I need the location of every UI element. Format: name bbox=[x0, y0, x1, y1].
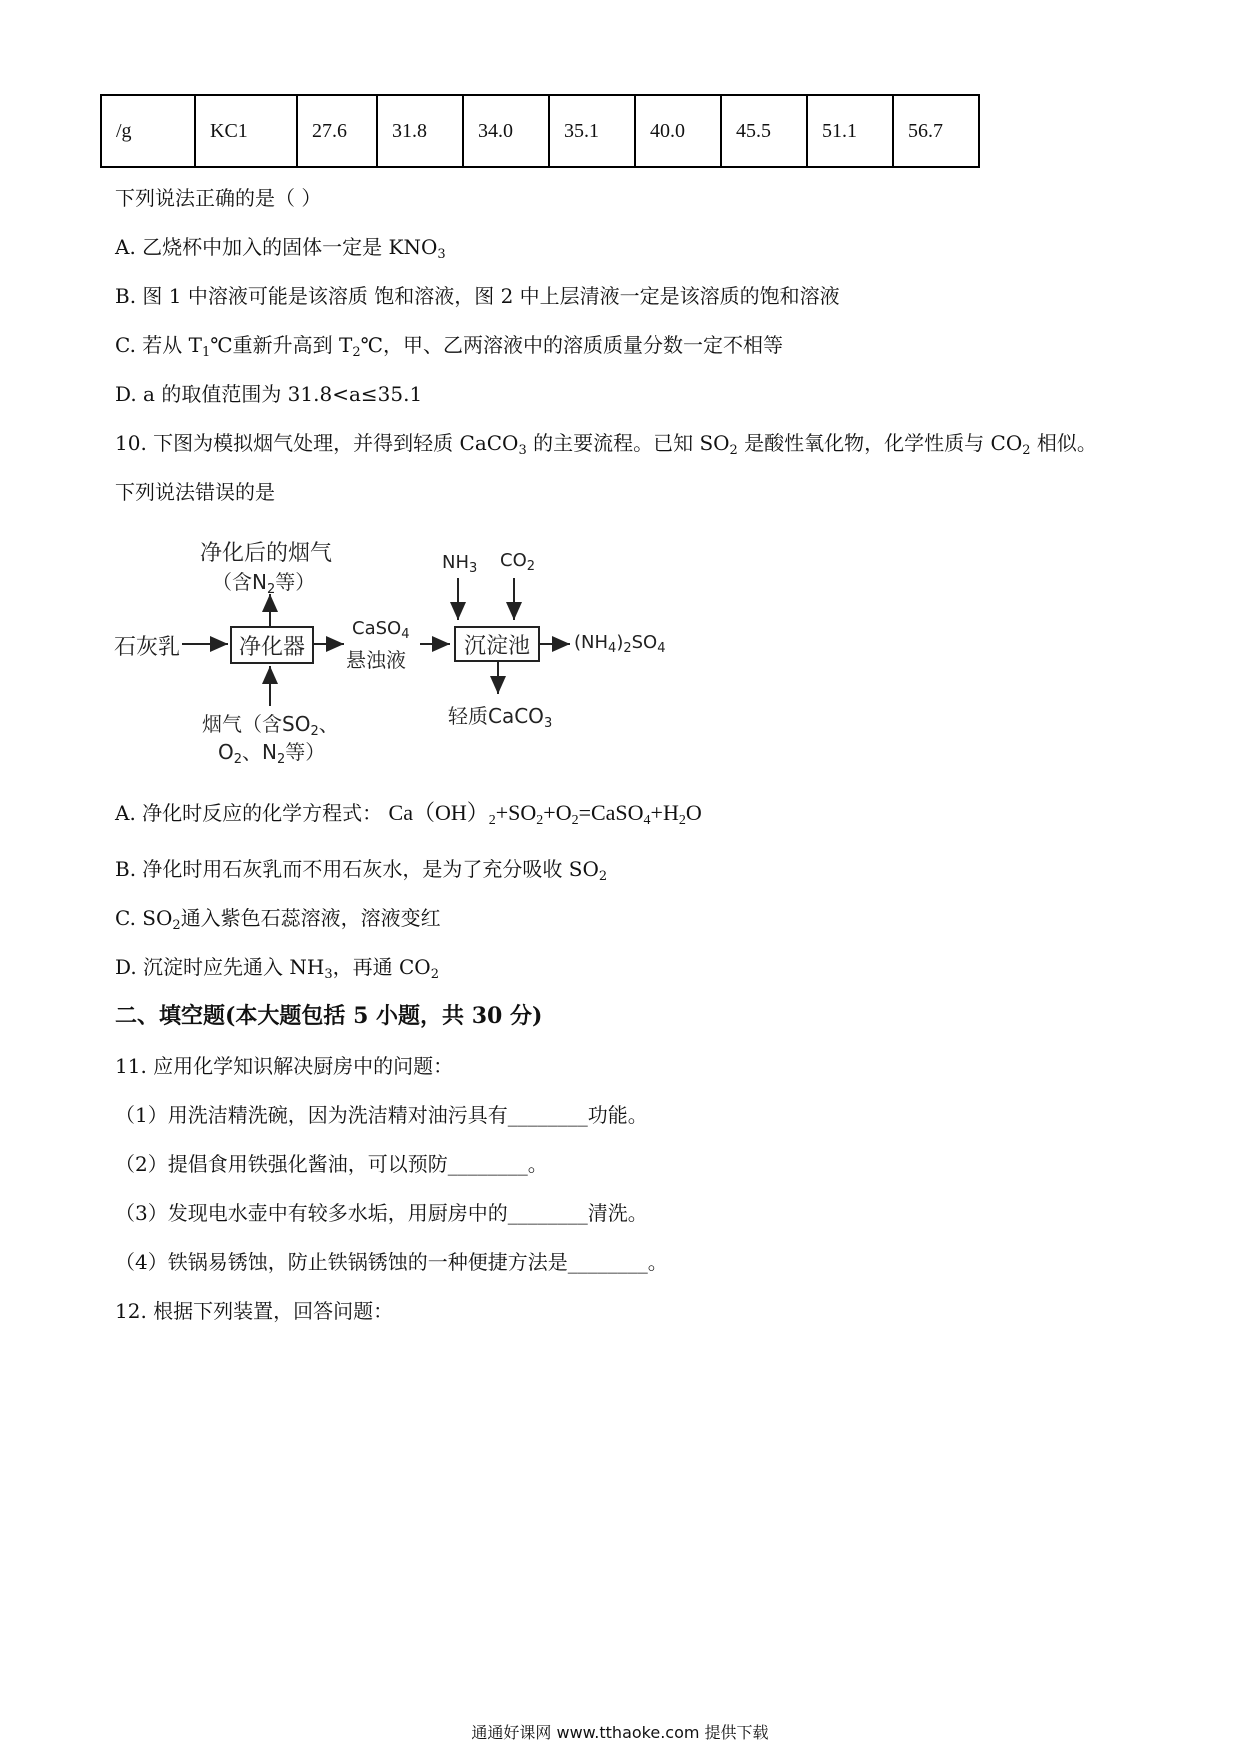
q9-option-b: B. 图 1 中溶液可能是该溶质 饱和溶液，图 2 中上层清液一定是该溶质的饱和溶液 bbox=[115, 284, 840, 308]
clean-gas-label: 净化后的烟气 bbox=[200, 541, 333, 566]
caso4-label: CaSO$_4$ bbox=[352, 618, 410, 642]
q10-option-b: B. 净化时用石灰乳而不用石灰水，是为了充分吸收 $SO_2$ bbox=[115, 857, 608, 884]
q11-stem: 11. 应用化学知识解决厨房中的问题： bbox=[115, 1054, 454, 1078]
light-caco3-label: 轻质CaCO$_3$ bbox=[448, 704, 553, 731]
q10-stem-2: 下列说法错误的是 bbox=[115, 480, 275, 504]
value-cell: 51.1 bbox=[807, 95, 893, 167]
q9-option-d: D. a 的取值范围为 31.8<a≤35.1 bbox=[115, 382, 423, 406]
q9-option-a: A. 乙烧杯中加入的固体一定是 $KNO_3$ bbox=[115, 235, 446, 262]
process-flow-diagram bbox=[108, 528, 708, 768]
lime-label: 石灰乳 bbox=[114, 635, 181, 660]
q9-stem: 下列说法正确的是（ ） bbox=[115, 186, 322, 210]
q11-part-1: （1）用洗洁精洗碗，因为洗洁精对油污具有________功能。 bbox=[115, 1103, 648, 1127]
q11-part-2: （2）提倡食用铁强化酱油，可以预防________。 bbox=[115, 1152, 548, 1176]
q11-part-3: （3）发现电水壶中有较多水垢，用厨房中的________清洗。 bbox=[115, 1201, 648, 1225]
section-title: 二、填空题(本大题包括 5 小题，共 30 分) bbox=[115, 1003, 543, 1029]
clean-gas-note: （含$N_2$等） bbox=[212, 570, 316, 597]
settling-tank-box: 沉淀池 bbox=[454, 626, 540, 662]
q10-option-c: C. $SO_2$通入紫色石蕊溶液，溶液变红 bbox=[115, 906, 441, 933]
q12-stem: 12. 根据下列装置，回答问题： bbox=[115, 1299, 394, 1323]
value-cell: 35.1 bbox=[549, 95, 635, 167]
nh3-label: $NH_3$ bbox=[442, 552, 478, 576]
flue-gas-label: 烟气（含$SO_2$、 bbox=[202, 712, 339, 739]
q10-option-a: A. 净化时反应的化学方程式： $Ca(OH)_2+SO_2+O_2=CaSO_4+H_2O$ bbox=[115, 800, 702, 828]
value-cell: 45.5 bbox=[721, 95, 807, 167]
q10-stem: 10. 下图为模拟烟气处理，并得到轻质 CaCO$_3$ 的主要流程。已知 $SO_2$ 是酸性氧化物，化学性质与 $CO_2$ 相似。 bbox=[115, 431, 1097, 458]
solubility-table bbox=[100, 94, 980, 168]
value-cell: 34.0 bbox=[463, 95, 549, 167]
co2-label: $CO_2$ bbox=[500, 550, 536, 574]
value-cell: 56.7 bbox=[893, 95, 979, 167]
ammonium-sulfate-label: $(NH_4)_2SO_4$ bbox=[574, 632, 666, 656]
q9-option-c: C. 若从 $T_1℃$重新升高到 $T_2℃$，甲、乙两溶液中的溶质质量分数一定不相等 bbox=[115, 333, 784, 360]
q11-part-4: （4）铁锅易锈蚀，防止铁锅锈蚀的一种便捷方法是________。 bbox=[115, 1250, 668, 1274]
q10-option-d: D. 沉淀时应先通入 $NH_3$，再通 $CO_2$ bbox=[115, 955, 439, 982]
value-cell: 27.6 bbox=[297, 95, 377, 167]
unit-cell: /g bbox=[101, 95, 195, 167]
flue-gas-label-2: $O_2$、$N_2$等） bbox=[218, 740, 326, 767]
table-row bbox=[101, 95, 979, 167]
substance-cell: KC1 bbox=[195, 95, 297, 167]
footer-text: 通通好课网 www.tthaoke.com 提供下载 bbox=[471, 1723, 769, 1742]
suspension-label: 悬浊液 bbox=[346, 648, 406, 672]
purifier-box: 净化器 bbox=[230, 626, 314, 664]
value-cell: 40.0 bbox=[635, 95, 721, 167]
value-cell: 31.8 bbox=[377, 95, 463, 167]
equation: $Ca(OH)_2+SO_2+O_2=CaSO_4+H_2O$ bbox=[388, 800, 702, 828]
